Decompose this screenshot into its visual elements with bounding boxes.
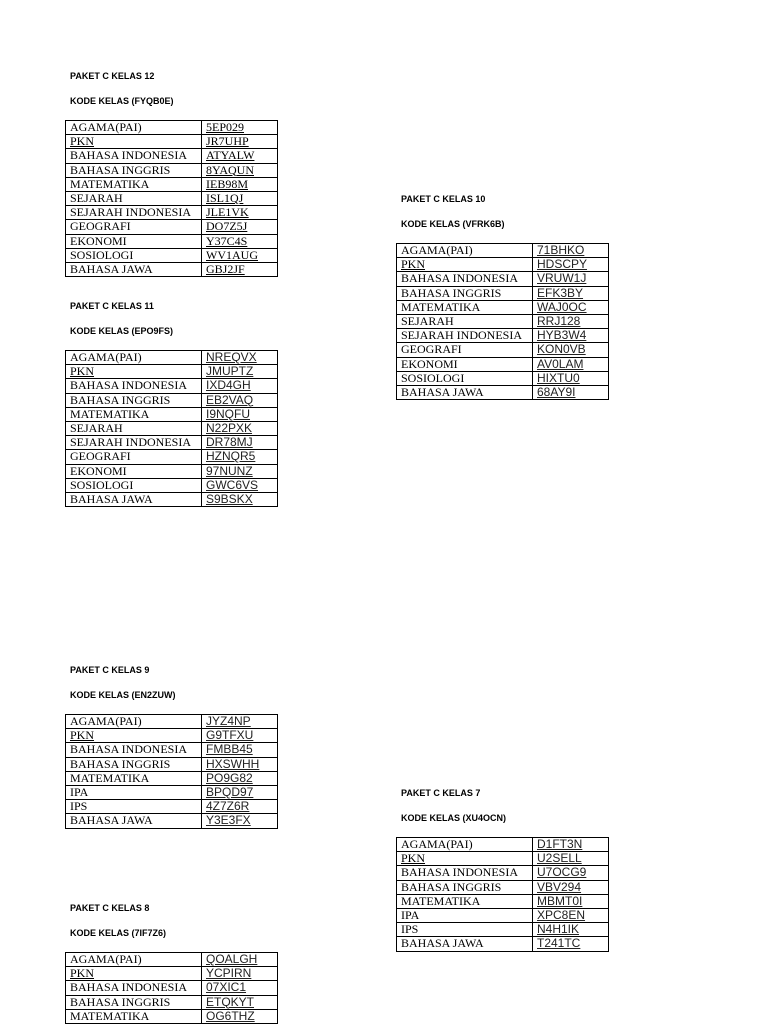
subject-name: GEOGRAFI — [70, 219, 131, 234]
class-code-cell — [202, 234, 278, 248]
kode-kelas-label: KODE KELAS (VFRK6B) — [401, 219, 505, 229]
subject-name: EKONOMI — [70, 464, 127, 478]
class-code-link[interactable]: NREQVX — [206, 350, 257, 364]
class-code-link[interactable]: GWC6VS — [206, 478, 259, 492]
subject-cell — [66, 715, 202, 729]
table-row — [66, 248, 278, 262]
section-title: PAKET C KELAS 11 — [70, 301, 154, 311]
subject-name: PKN — [70, 134, 95, 149]
class-code-link[interactable]: OG6THZ — [206, 1009, 255, 1023]
subject-name: PKN — [70, 966, 95, 981]
class-code-link[interactable]: I9NQFU — [206, 407, 251, 421]
class-code-cell — [533, 329, 609, 343]
table-row — [66, 135, 278, 149]
subject-cell — [66, 771, 202, 785]
table-row — [66, 814, 278, 828]
table-row — [66, 757, 278, 771]
table-row — [66, 206, 278, 220]
table-row — [66, 421, 278, 435]
subject-cell — [66, 967, 202, 981]
class-code-cell — [533, 838, 609, 852]
table-row — [66, 729, 278, 743]
subject-cell — [66, 814, 202, 828]
class-code-link[interactable]: WV1AUG — [206, 248, 258, 262]
subject-name: PKN — [70, 728, 95, 743]
class-code-cell — [202, 715, 278, 729]
subject-cell — [397, 894, 533, 908]
table-row — [397, 244, 609, 258]
subject-cell — [397, 300, 533, 314]
class-code-cell — [533, 385, 609, 399]
class-code-cell — [202, 450, 278, 464]
table-row — [66, 800, 278, 814]
kode-kelas-label: KODE KELAS (EPO9FS) — [70, 326, 174, 336]
table-row — [66, 450, 278, 464]
class-code-cell — [202, 163, 278, 177]
section-title: PAKET C KELAS 7 — [401, 788, 481, 798]
class-code-cell — [533, 300, 609, 314]
subject-cell — [397, 357, 533, 371]
subject-cell — [66, 450, 202, 464]
class-code-link[interactable]: KON0VB — [537, 342, 586, 357]
table-row — [397, 343, 609, 357]
subject-name: SEJARAH — [70, 421, 123, 435]
section-kelas-12 — [65, 71, 278, 277]
class-code-link[interactable]: JYZ4NP — [206, 714, 251, 728]
class-code-cell — [533, 244, 609, 258]
subject-name: MATEMATIKA — [401, 894, 481, 908]
subject-cell — [397, 286, 533, 300]
subject-name: BAHASA INGGRIS — [401, 286, 502, 300]
class-code-link[interactable]: VBV294 — [537, 880, 582, 894]
subject-cell — [66, 464, 202, 478]
subject-name: BAHASA INGGRIS — [70, 995, 171, 1009]
class-code-cell — [202, 135, 278, 149]
table-row — [66, 478, 278, 492]
table-row — [397, 894, 609, 908]
subject-cell — [66, 149, 202, 163]
class-code-cell — [202, 743, 278, 757]
class-code-cell — [202, 262, 278, 276]
table-row — [66, 234, 278, 248]
subject-name: BAHASA INGGRIS — [70, 757, 171, 771]
table-row — [397, 838, 609, 852]
subject-name: SOSIOLOGI — [70, 478, 134, 492]
class-code-cell — [202, 248, 278, 262]
class-code-cell — [202, 757, 278, 771]
class-code-link[interactable]: IEB98M — [206, 177, 248, 191]
subject-cell — [66, 785, 202, 799]
subject-name: EKONOMI — [70, 234, 127, 248]
subject-name: MATEMATIKA — [401, 300, 481, 314]
table-row — [66, 967, 278, 981]
class-code-link[interactable]: N4H1IK — [537, 922, 580, 937]
subject-cell — [66, 163, 202, 177]
class-code-cell — [202, 393, 278, 407]
table-row — [397, 286, 609, 300]
subject-cell — [397, 314, 533, 328]
class-code-cell — [202, 995, 278, 1009]
class-code-link[interactable]: Y37C4S — [206, 234, 248, 248]
class-code-cell — [202, 191, 278, 205]
subject-name: SOSIOLOGI — [70, 248, 134, 262]
class-code-cell — [202, 953, 278, 967]
table-row — [397, 329, 609, 343]
subject-name: SEJARAH INDONESIA — [70, 435, 192, 450]
class-code-link[interactable]: G9TFXU — [206, 728, 254, 743]
subject-cell — [66, 995, 202, 1009]
class-code-link[interactable]: 07XIC1 — [206, 980, 247, 995]
table-row — [397, 300, 609, 314]
class-code-link[interactable]: ETQKYT — [206, 995, 255, 1009]
subject-cell — [66, 177, 202, 191]
table-row — [397, 908, 609, 922]
table-row — [66, 407, 278, 421]
class-code-cell — [202, 981, 278, 995]
subject-cell — [397, 937, 533, 951]
subject-cell — [397, 880, 533, 894]
class-code-cell — [202, 492, 278, 506]
class-code-cell — [533, 866, 609, 880]
class-code-cell — [533, 343, 609, 357]
subject-name: AGAMA(PAI) — [70, 350, 142, 364]
section-title: PAKET C KELAS 10 — [401, 194, 486, 204]
class-code-link[interactable]: FMBB45 — [206, 742, 253, 757]
class-code-link[interactable]: DR78MJ — [206, 435, 253, 450]
class-code-link[interactable]: IXD4GH — [206, 378, 251, 393]
class-code-cell — [533, 286, 609, 300]
subject-name: BAHASA INDONESIA — [401, 271, 519, 286]
subject-cell — [66, 436, 202, 450]
table-row — [66, 785, 278, 799]
subject-cell — [66, 981, 202, 995]
class-code-cell — [533, 880, 609, 894]
subject-name: BAHASA INDONESIA — [401, 865, 519, 880]
subject-cell — [397, 343, 533, 357]
class-code-link[interactable]: QOALGH — [206, 952, 258, 966]
class-code-cell — [202, 351, 278, 365]
subject-name: EKONOMI — [401, 357, 458, 371]
subject-cell — [397, 329, 533, 343]
kode-kelas-label: KODE KELAS (EN2ZUW) — [70, 690, 176, 700]
subject-code-table — [65, 952, 278, 1024]
class-code-link[interactable]: 68AY9I — [537, 385, 576, 399]
subject-name: AGAMA(PAI) — [70, 714, 142, 728]
class-code-cell — [533, 357, 609, 371]
section-title: PAKET C KELAS 8 — [70, 903, 150, 913]
class-code-link[interactable]: T241TC — [537, 936, 581, 951]
class-code-link[interactable]: WAJ0OC — [537, 300, 587, 314]
subject-name: MATEMATIKA — [70, 1009, 150, 1023]
class-code-cell — [533, 272, 609, 286]
subject-cell — [66, 953, 202, 967]
subject-cell — [397, 908, 533, 922]
subject-name: BAHASA INDONESIA — [70, 378, 188, 393]
class-code-link[interactable]: 71BHKO — [537, 243, 585, 257]
class-code-cell — [533, 894, 609, 908]
table-row — [66, 351, 278, 365]
subject-name: GEOGRAFI — [70, 449, 131, 464]
table-row — [397, 937, 609, 951]
class-code-link[interactable]: XPC8EN — [537, 908, 586, 922]
subject-name: BAHASA JAWA — [401, 385, 484, 399]
subject-name: BAHASA INGGRIS — [401, 880, 502, 894]
subject-name: BAHASA JAWA — [70, 813, 153, 828]
class-code-cell — [533, 258, 609, 272]
class-code-link[interactable]: DO7Z5J — [206, 219, 248, 234]
subject-name: PKN — [401, 257, 426, 272]
subject-name: AGAMA(PAI) — [401, 837, 473, 851]
class-code-link[interactable]: JMUPTZ — [206, 364, 254, 379]
table-row — [66, 191, 278, 205]
subject-name: AGAMA(PAI) — [70, 120, 142, 134]
subject-name: AGAMA(PAI) — [70, 952, 142, 966]
table-row — [397, 923, 609, 937]
class-code-link[interactable]: EB2VAQ — [206, 393, 254, 407]
class-code-cell — [533, 937, 609, 951]
class-code-link[interactable]: 97NUNZ — [206, 464, 253, 478]
class-code-link[interactable]: RRJ128 — [537, 314, 581, 328]
table-row — [397, 314, 609, 328]
subject-cell — [66, 478, 202, 492]
subject-name: SEJARAH — [401, 314, 454, 328]
class-code-link[interactable]: N22PXK — [206, 421, 253, 435]
subject-cell — [66, 351, 202, 365]
class-code-cell — [202, 771, 278, 785]
class-code-link[interactable]: 5EP029 — [206, 120, 245, 134]
class-code-link[interactable]: PO9G82 — [206, 771, 253, 785]
class-code-link[interactable]: 8YAQUN — [206, 163, 254, 177]
subject-name: PKN — [401, 851, 426, 866]
subject-cell — [66, 365, 202, 379]
subject-name: BAHASA INDONESIA — [70, 148, 188, 163]
subject-name: SEJARAH INDONESIA — [70, 205, 192, 220]
class-code-cell — [202, 478, 278, 492]
table-row — [397, 371, 609, 385]
class-code-cell — [202, 365, 278, 379]
class-code-link[interactable]: U7OCG9 — [537, 865, 587, 880]
class-code-cell — [202, 800, 278, 814]
subject-cell — [66, 248, 202, 262]
class-code-cell — [202, 464, 278, 478]
class-code-link[interactable]: Y3E3FX — [206, 813, 251, 828]
table-row — [66, 771, 278, 785]
section-title: PAKET C KELAS 9 — [70, 665, 150, 675]
kode-kelas-label: KODE KELAS (7IF7Z6) — [70, 928, 167, 938]
subject-cell — [66, 121, 202, 135]
subject-name: BAHASA INDONESIA — [70, 742, 188, 757]
table-row — [66, 121, 278, 135]
table-row — [66, 163, 278, 177]
subject-name: BAHASA INGGRIS — [70, 393, 171, 407]
class-code-link[interactable]: ISL1QJ — [206, 191, 244, 205]
subject-name: GEOGRAFI — [401, 342, 462, 357]
class-code-cell — [202, 121, 278, 135]
subject-name: BAHASA INDONESIA — [70, 980, 188, 995]
table-row — [66, 177, 278, 191]
class-code-cell — [202, 785, 278, 799]
class-code-link[interactable]: HXSWHH — [206, 757, 260, 771]
class-code-link[interactable]: HYB3W4 — [537, 328, 587, 343]
subject-cell — [66, 206, 202, 220]
class-code-cell — [202, 379, 278, 393]
section-kelas-10 — [396, 194, 609, 400]
table-row — [397, 866, 609, 880]
subject-cell — [66, 234, 202, 248]
subject-code-table — [65, 714, 278, 829]
kode-kelas-label: KODE KELAS (XU4OCN) — [401, 813, 507, 823]
subject-name: MATEMATIKA — [70, 771, 150, 785]
class-code-cell — [533, 908, 609, 922]
table-row — [66, 1009, 278, 1023]
table-row — [66, 715, 278, 729]
class-code-link[interactable]: 4Z7Z6R — [206, 799, 250, 814]
class-code-link[interactable]: VRUW1J — [537, 271, 587, 286]
table-row — [397, 357, 609, 371]
subject-cell — [397, 852, 533, 866]
table-row — [66, 492, 278, 506]
class-code-link[interactable]: S9BSKX — [206, 492, 253, 506]
subject-cell — [397, 244, 533, 258]
table-row — [66, 995, 278, 1009]
class-code-cell — [202, 206, 278, 220]
class-code-cell — [202, 421, 278, 435]
subject-name: IPS — [70, 799, 88, 814]
class-code-cell — [202, 967, 278, 981]
subject-cell — [66, 421, 202, 435]
subject-cell — [66, 757, 202, 771]
class-code-cell — [202, 177, 278, 191]
subject-name: IPA — [70, 785, 89, 799]
class-code-link[interactable]: JLE1VK — [206, 205, 249, 220]
section-kelas-8 — [65, 903, 278, 1024]
subject-cell — [397, 385, 533, 399]
table-row — [66, 464, 278, 478]
class-code-link[interactable]: D1FT3N — [537, 837, 583, 851]
subject-name: BAHASA JAWA — [401, 936, 484, 951]
table-row — [397, 880, 609, 894]
subject-code-table — [396, 243, 609, 400]
subject-cell — [66, 800, 202, 814]
class-code-cell — [533, 923, 609, 937]
class-code-link[interactable]: MBMT0I — [537, 894, 583, 908]
kode-kelas-label: KODE KELAS (FYQB0E) — [70, 96, 174, 106]
class-code-link[interactable]: HDSCPY — [537, 257, 588, 272]
class-code-link[interactable]: AV0LAM — [537, 357, 584, 371]
table-row — [66, 436, 278, 450]
subject-name: BAHASA INGGRIS — [70, 163, 171, 177]
class-code-cell — [533, 314, 609, 328]
class-code-link[interactable]: HZNQR5 — [206, 449, 256, 464]
subject-name: SOSIOLOGI — [401, 371, 465, 385]
subject-name: IPA — [401, 908, 420, 922]
subject-cell — [66, 492, 202, 506]
subject-cell — [66, 220, 202, 234]
subject-cell — [66, 135, 202, 149]
table-row — [66, 981, 278, 995]
subject-cell — [397, 923, 533, 937]
subject-name: MATEMATIKA — [70, 407, 150, 421]
subject-cell — [397, 258, 533, 272]
subject-cell — [66, 191, 202, 205]
class-code-cell — [202, 1009, 278, 1023]
table-row — [66, 365, 278, 379]
subject-code-table — [65, 120, 278, 277]
class-code-cell — [533, 371, 609, 385]
subject-name: AGAMA(PAI) — [401, 243, 473, 257]
subject-cell — [397, 371, 533, 385]
subject-name: IPS — [401, 922, 419, 937]
subject-cell — [66, 393, 202, 407]
subject-name: BAHASA JAWA — [70, 262, 153, 276]
class-code-link[interactable]: GBJ2JF — [206, 262, 245, 276]
table-row — [66, 262, 278, 276]
subject-cell — [66, 1009, 202, 1023]
table-row — [397, 385, 609, 399]
section-kelas-9 — [65, 665, 278, 829]
subject-cell — [66, 743, 202, 757]
subject-cell — [66, 729, 202, 743]
class-code-cell — [533, 852, 609, 866]
subject-code-table — [65, 350, 278, 507]
table-row — [66, 743, 278, 757]
class-code-cell — [202, 149, 278, 163]
class-code-link[interactable]: U2SELL — [537, 851, 582, 866]
class-code-link[interactable]: BPQD97 — [206, 785, 254, 799]
class-code-cell — [202, 814, 278, 828]
table-row — [397, 852, 609, 866]
subject-name: PKN — [70, 364, 95, 379]
table-row — [66, 393, 278, 407]
subject-cell — [66, 379, 202, 393]
table-row — [66, 379, 278, 393]
table-row — [66, 149, 278, 163]
subject-cell — [397, 272, 533, 286]
subject-name: SEJARAH — [70, 191, 123, 205]
subject-cell — [397, 866, 533, 880]
subject-name: SEJARAH INDONESIA — [401, 328, 523, 343]
subject-code-table — [396, 837, 609, 952]
table-row — [66, 953, 278, 967]
class-code-link[interactable]: ATYALW — [206, 148, 255, 163]
class-code-cell — [202, 436, 278, 450]
subject-cell — [66, 262, 202, 276]
section-kelas-7 — [396, 788, 609, 952]
table-row — [397, 272, 609, 286]
section-kelas-11 — [65, 301, 278, 507]
class-code-cell — [202, 220, 278, 234]
table-row — [397, 258, 609, 272]
class-code-link[interactable]: JR7UHP — [206, 134, 249, 149]
class-code-link[interactable]: EFK3BY — [537, 286, 584, 300]
class-code-link[interactable]: HIXTU0 — [537, 371, 580, 385]
subject-cell — [397, 838, 533, 852]
class-code-link[interactable]: YCPIRN — [206, 966, 252, 981]
section-title: PAKET C KELAS 12 — [70, 71, 155, 81]
class-code-cell — [202, 407, 278, 421]
table-row — [66, 220, 278, 234]
subject-cell — [66, 407, 202, 421]
subject-name: MATEMATIKA — [70, 177, 150, 191]
class-code-cell — [202, 729, 278, 743]
subject-name: BAHASA JAWA — [70, 492, 153, 506]
